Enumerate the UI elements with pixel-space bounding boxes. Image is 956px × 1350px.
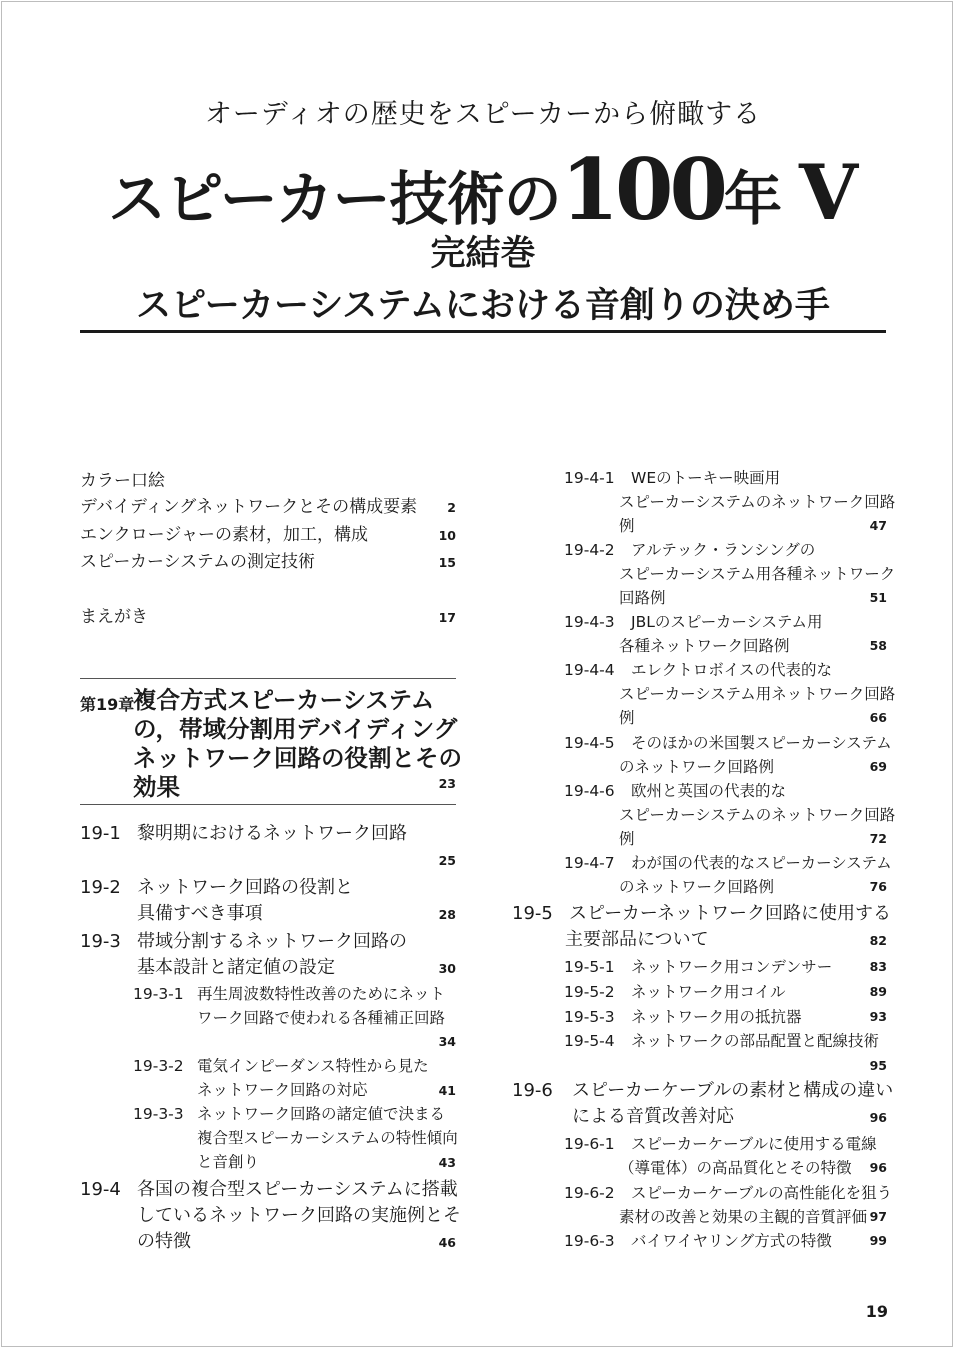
page-number: 72 [869, 831, 887, 846]
page-number: 96 [869, 1110, 887, 1125]
toc-subsection-number: 19-4-1 [564, 469, 615, 487]
toc-section-number: 19-1 [80, 823, 121, 844]
toc-section-title: スピーカーネットワーク回路に使用する [569, 903, 892, 924]
title-year: 年 [723, 165, 781, 233]
toc-section-number: 19-6 [512, 1080, 553, 1101]
chapter-title-line-3: ネットワーク回路の役割とその [133, 744, 462, 772]
toc-subsection-title: ワーク回路で使われる各種補正回路 [197, 1009, 446, 1027]
toc-section-title: 帯域分割するネットワーク回路の [137, 931, 407, 952]
page-number: 58 [869, 638, 887, 653]
page-number: 41 [438, 1083, 456, 1098]
toc-subsection-number: 19-4-4 [564, 661, 615, 679]
toc-section-number: 19-4 [80, 1179, 121, 1200]
toc-front-color-plates: カラー口絵 [80, 471, 165, 491]
toc-subsection-title: WEのトーキー映画用 [631, 469, 781, 487]
title-text: スピーカー技術の [108, 165, 561, 233]
chapter-rule-bottom [80, 804, 456, 805]
chapter-title-line-2: の，帯域分割用デバイディング [133, 715, 458, 743]
toc-subsection-title: （導電体）の高品質化とその特徴 [619, 1159, 852, 1177]
toc-subsection-number: 19-6-3 [564, 1232, 615, 1250]
folio-page-number: 19 [865, 1302, 888, 1321]
toc-subsection-title: 再生周波数特性改善のためにネット [197, 985, 446, 1003]
toc-subsection-title: ネットワーク回路の対応 [197, 1081, 368, 1099]
page-number: 23 [438, 776, 456, 791]
toc-subsection-title: JBLのスピーカーシステム用 [631, 613, 823, 631]
page-number: 96 [869, 1160, 887, 1175]
toc-subsection-title: ネットワークの部品配置と配線技術 [631, 1032, 880, 1050]
toc-subsection-title: 例 [619, 517, 635, 535]
page-number: 99 [869, 1233, 887, 1248]
toc-subsection-number: 19-4-7 [564, 854, 615, 872]
toc-subsection-number: 19-6-2 [564, 1184, 615, 1202]
toc-subsection-number: 19-5-3 [564, 1008, 615, 1026]
toc-section-title: による音質改善対応 [572, 1106, 734, 1127]
toc-subsection-title: わが国の代表的なスピーカーシステム [631, 854, 892, 872]
toc-section-title: スピーカーケーブルの素材と構成の違い [572, 1080, 894, 1101]
toc-subsection-number: 19-4-2 [564, 541, 615, 559]
toc-subsection-number: 19-5-4 [564, 1032, 615, 1050]
page-number: 10 [438, 528, 456, 543]
page-number: 93 [869, 1009, 887, 1024]
toc-subsection-title: ネットワーク用の抵抗器 [631, 1008, 802, 1026]
page-number: 82 [869, 933, 887, 948]
toc-subsection-title: そのほかの米国製スピーカーシステム [631, 734, 892, 752]
page-number: 34 [438, 1034, 456, 1049]
page-number: 51 [869, 590, 887, 605]
page-number: 43 [438, 1155, 456, 1170]
toc-subsection-number: 19-5-1 [564, 958, 615, 976]
book-title [80, 140, 886, 239]
page-number: 17 [438, 610, 456, 625]
page-number: 97 [869, 1209, 887, 1224]
toc-section-title: 各国の複合型スピーカーシステムに搭載 [137, 1179, 458, 1200]
page-number: 47 [869, 518, 887, 533]
toc-subsection-title: スピーカーケーブルに使用する電線 [631, 1135, 877, 1153]
toc-subsection-title: ネットワーク用コンデンサー [631, 958, 833, 976]
toc-section-number: 19-3 [80, 931, 121, 952]
toc-subsection-title: 素材の改善と効果の主観的音質評価 [619, 1208, 868, 1226]
page-number: 83 [869, 959, 887, 974]
chapter-title-line-4: 効果 [133, 773, 180, 801]
toc-subsection-title: のネットワーク回路例 [619, 758, 775, 776]
toc-subsection-title: のネットワーク回路例 [619, 878, 775, 896]
page-number: 28 [438, 907, 456, 922]
toc-subsection-title: 例 [619, 830, 635, 848]
toc-section-title: 基本設計と諸定値の設定 [137, 957, 335, 978]
toc-subsection-title: ネットワーク回路の諸定値で決まる [197, 1105, 446, 1123]
page-number: 89 [869, 984, 887, 999]
toc-subsection-title: スピーカーケーブルの高性能化を狙う [631, 1184, 893, 1202]
toc-subsection-number: 19-4-5 [564, 734, 615, 752]
toc-subsection-title: スピーカーシステム用ネットワーク回路 [619, 685, 896, 703]
toc-front-enclosure: エンクロージャーの素材，加工，構成 [80, 525, 368, 545]
toc-subsection-title: エレクトロボイスの代表的な [631, 661, 833, 679]
toc-subsection-title: バイワイヤリング方式の特徴 [631, 1232, 832, 1250]
toc-section-title: の特徴 [137, 1231, 191, 1252]
toc-section-title: 黎明期におけるネットワーク回路 [137, 823, 407, 844]
toc-subsection-number: 19-3-2 [133, 1057, 184, 1075]
toc-subsection-title: 欧州と英国の代表的な [631, 782, 787, 800]
page-number: 66 [869, 710, 887, 725]
toc-subsection-number: 19-3-1 [133, 985, 184, 1003]
toc-front-network: デバイディングネットワークとその構成要素 [80, 497, 418, 517]
chapter-label: 第19章 [80, 695, 135, 714]
toc-section-title: 主要部品について [565, 929, 709, 950]
toc-section-title: ネットワーク回路の役割と [137, 877, 353, 898]
toc-subsection-title: 各種ネットワーク回路例 [619, 637, 790, 655]
page-number: 15 [438, 555, 456, 570]
page-number: 69 [869, 759, 887, 774]
chapter-rule-top [80, 678, 456, 679]
page-number: 76 [869, 879, 887, 894]
toc-subsection-title: 例 [619, 709, 635, 727]
toc-subsection-title: 複合型スピーカーシステムの特性傾向 [197, 1129, 458, 1147]
toc-subsection-number: 19-3-3 [133, 1105, 184, 1123]
toc-subsection-title: スピーカーシステムのネットワーク回路 [619, 806, 896, 824]
title-number: 100 [560, 140, 724, 239]
page-number: 95 [869, 1058, 887, 1073]
toc-subsection-number: 19-6-1 [564, 1135, 615, 1153]
toc-subsection-title: アルテック・ランシングの [631, 541, 816, 559]
toc-subsection-number: 19-4-3 [564, 613, 615, 631]
page-number: 25 [438, 853, 456, 868]
toc-subsection-title: ネットワーク用コイル [631, 983, 786, 1001]
page-number: 46 [438, 1235, 456, 1250]
toc-front-preface: まえがき [80, 607, 148, 627]
toc-subsection-title: スピーカーシステムのネットワーク回路 [619, 493, 896, 511]
toc-subsection-title: 回路例 [619, 589, 666, 607]
title-rule [80, 330, 886, 333]
toc-section-number: 19-2 [80, 877, 121, 898]
page-number: 30 [438, 961, 456, 976]
toc-subsection-number: 19-4-6 [564, 782, 615, 800]
series-subtitle: オーディオの歴史をスピーカーから俯瞰する [204, 99, 762, 130]
toc-section-title: 具備すべき事項 [137, 903, 263, 924]
chapter-title-line-1: 複合方式スピーカーシステム [133, 686, 435, 714]
toc-section-title: しているネットワーク回路の実施例とそ [137, 1205, 461, 1226]
page-number: 2 [447, 500, 456, 515]
toc-subsection-title: 電気インピーダンス特性から見た [197, 1057, 429, 1075]
book-subtitle: スピーカーシステムにおける音創りの決め手 [136, 286, 830, 326]
volume-label: 完結巻 [430, 234, 536, 274]
title-volume-roman: V [798, 148, 858, 237]
toc-subsection-number: 19-5-2 [564, 983, 615, 1001]
toc-subsection-title: と音創り [197, 1153, 260, 1171]
toc-section-number: 19-5 [512, 903, 553, 924]
toc-front-measurement: スピーカーシステムの測定技術 [80, 552, 315, 572]
toc-subsection-title: スピーカーシステム用各種ネットワーク [619, 565, 896, 583]
